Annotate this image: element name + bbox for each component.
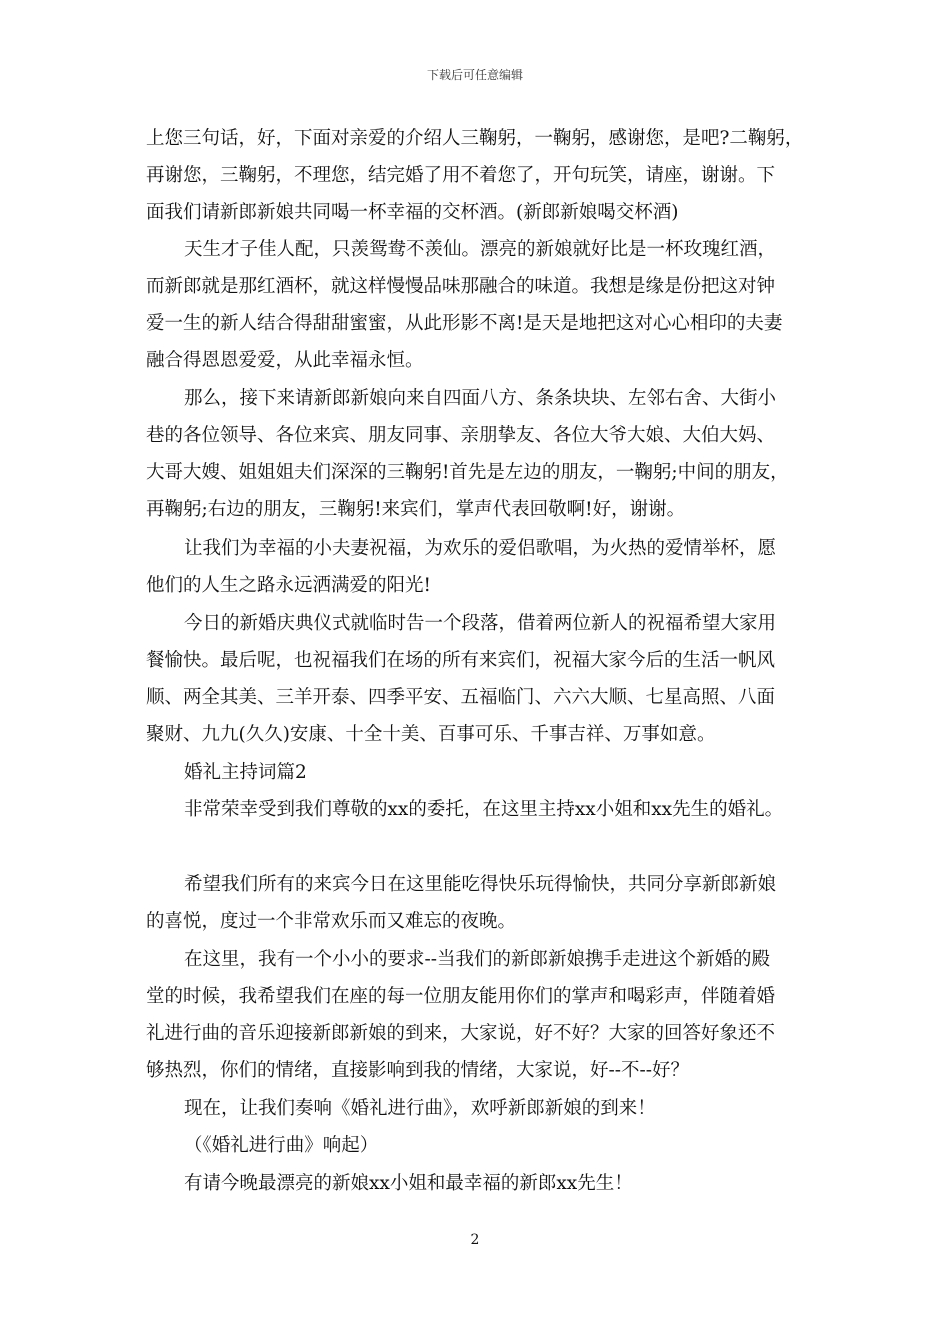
- text-line: 非常荣幸受到我们尊敬的xx的委托，在这里主持xx小姐和xx先生的婚礼。: [184, 799, 784, 820]
- section-heading: 婚礼主持词篇2: [184, 762, 307, 783]
- text-line: 现在，让我们奏响《婚礼进行曲》，欢呼新郎新娘的到来！: [184, 1098, 656, 1119]
- text-line: 大哥大嫂、姐姐姐夫们深深的三鞠躬!首先是左边的朋友，一鞠躬;中间的朋友，: [146, 462, 789, 483]
- text-line: 堂的时候，我希望我们在座的每一位朋友能用你们的掌声和喝彩声，伴随着婚: [146, 986, 776, 1007]
- text-line: 爱一生的新人结合得甜甜蜜蜜，从此形影不离!是天是地把这对心心相印的夫妻: [146, 313, 783, 334]
- text-line: 在这里，我有一个小小的要求--当我们的新郎新娘携手走进这个新婚的殿: [184, 949, 771, 970]
- text-line: 上您三句话，好，下面对亲爱的介绍人三鞠躬，一鞠躬，感谢您，是吧?二鞠躬，: [146, 128, 804, 149]
- text-line: （《婚礼进行曲》响起）: [184, 1135, 379, 1156]
- text-line: 再鞠躬;右边的朋友，三鞠躬!来宾们，掌声代表回敬啊!好，谢谢。: [146, 499, 686, 520]
- page-header: 下载后可任意编辑: [426, 68, 523, 82]
- text-line: 聚财、九九(久久)安康、十全十美、百事可乐、千事吉祥、万事如意。: [146, 724, 716, 745]
- text-line: 融合得恩恩爱爱，从此幸福永恒。: [146, 350, 424, 371]
- text-line: 的喜悦，度过一个非常欢乐而又难忘的夜晚。: [146, 911, 517, 932]
- text-line: 餐愉快。最后呢，也祝福我们在场的所有来宾们，祝福大家今后的生活一帆风: [146, 650, 776, 671]
- text-line: 而新郎就是那红酒杯，就这样慢慢品味那融合的味道。我想是缘是份把这对钟: [146, 276, 776, 297]
- text-line: 礼进行曲的音乐迎接新郎新娘的到来，大家说，好不好？大家的回答好象还不: [146, 1023, 776, 1044]
- text-line: 希望我们所有的来宾今日在这里能吃得快乐玩得愉快，共同分享新郎新娘: [184, 874, 777, 895]
- text-line: 他们的人生之路永远洒满爱的阳光!: [146, 575, 431, 596]
- text-line: 巷的各位领导、各位来宾、朋友同事、亲朋挚友、各位大爷大娘、大伯大妈、: [146, 425, 776, 446]
- page-number: 2: [470, 1232, 480, 1248]
- text-line: 顺、两全其美、三羊开泰、四季平安、五福临门、六六大顺、七星高照、八面: [146, 687, 776, 708]
- text-line: 那么，接下来请新郎新娘向来自四面八方、条条块块、左邻右舍、大街小: [184, 388, 777, 409]
- text-line: 天生才子佳人配，只羡鸳鸯不羡仙。漂亮的新娘就好比是一杯玫瑰红酒，: [184, 239, 777, 260]
- text-line: 再谢您，三鞠躬，不理您，结完婚了用不着您了，开句玩笑，请座，谢谢。下: [146, 165, 776, 186]
- text-line: 面我们请新郎新娘共同喝一杯幸福的交杯酒。(新郎新娘喝交杯酒): [146, 202, 679, 223]
- text-line: 有请今晚最漂亮的新娘xx小姐和最幸福的新郎xx先生！: [184, 1173, 633, 1194]
- text-line: 够热烈，你们的情绪，直接影响到我的情绪，大家说，好--不--好？: [146, 1060, 690, 1081]
- text-line: 让我们为幸福的小夫妻祝福，为欢乐的爱侣歌唱，为火热的爱情举杯，愿: [184, 538, 777, 559]
- text-line: 今日的新婚庆典仪式就临时告一个段落，借着两位新人的祝福希望大家用: [184, 613, 777, 634]
